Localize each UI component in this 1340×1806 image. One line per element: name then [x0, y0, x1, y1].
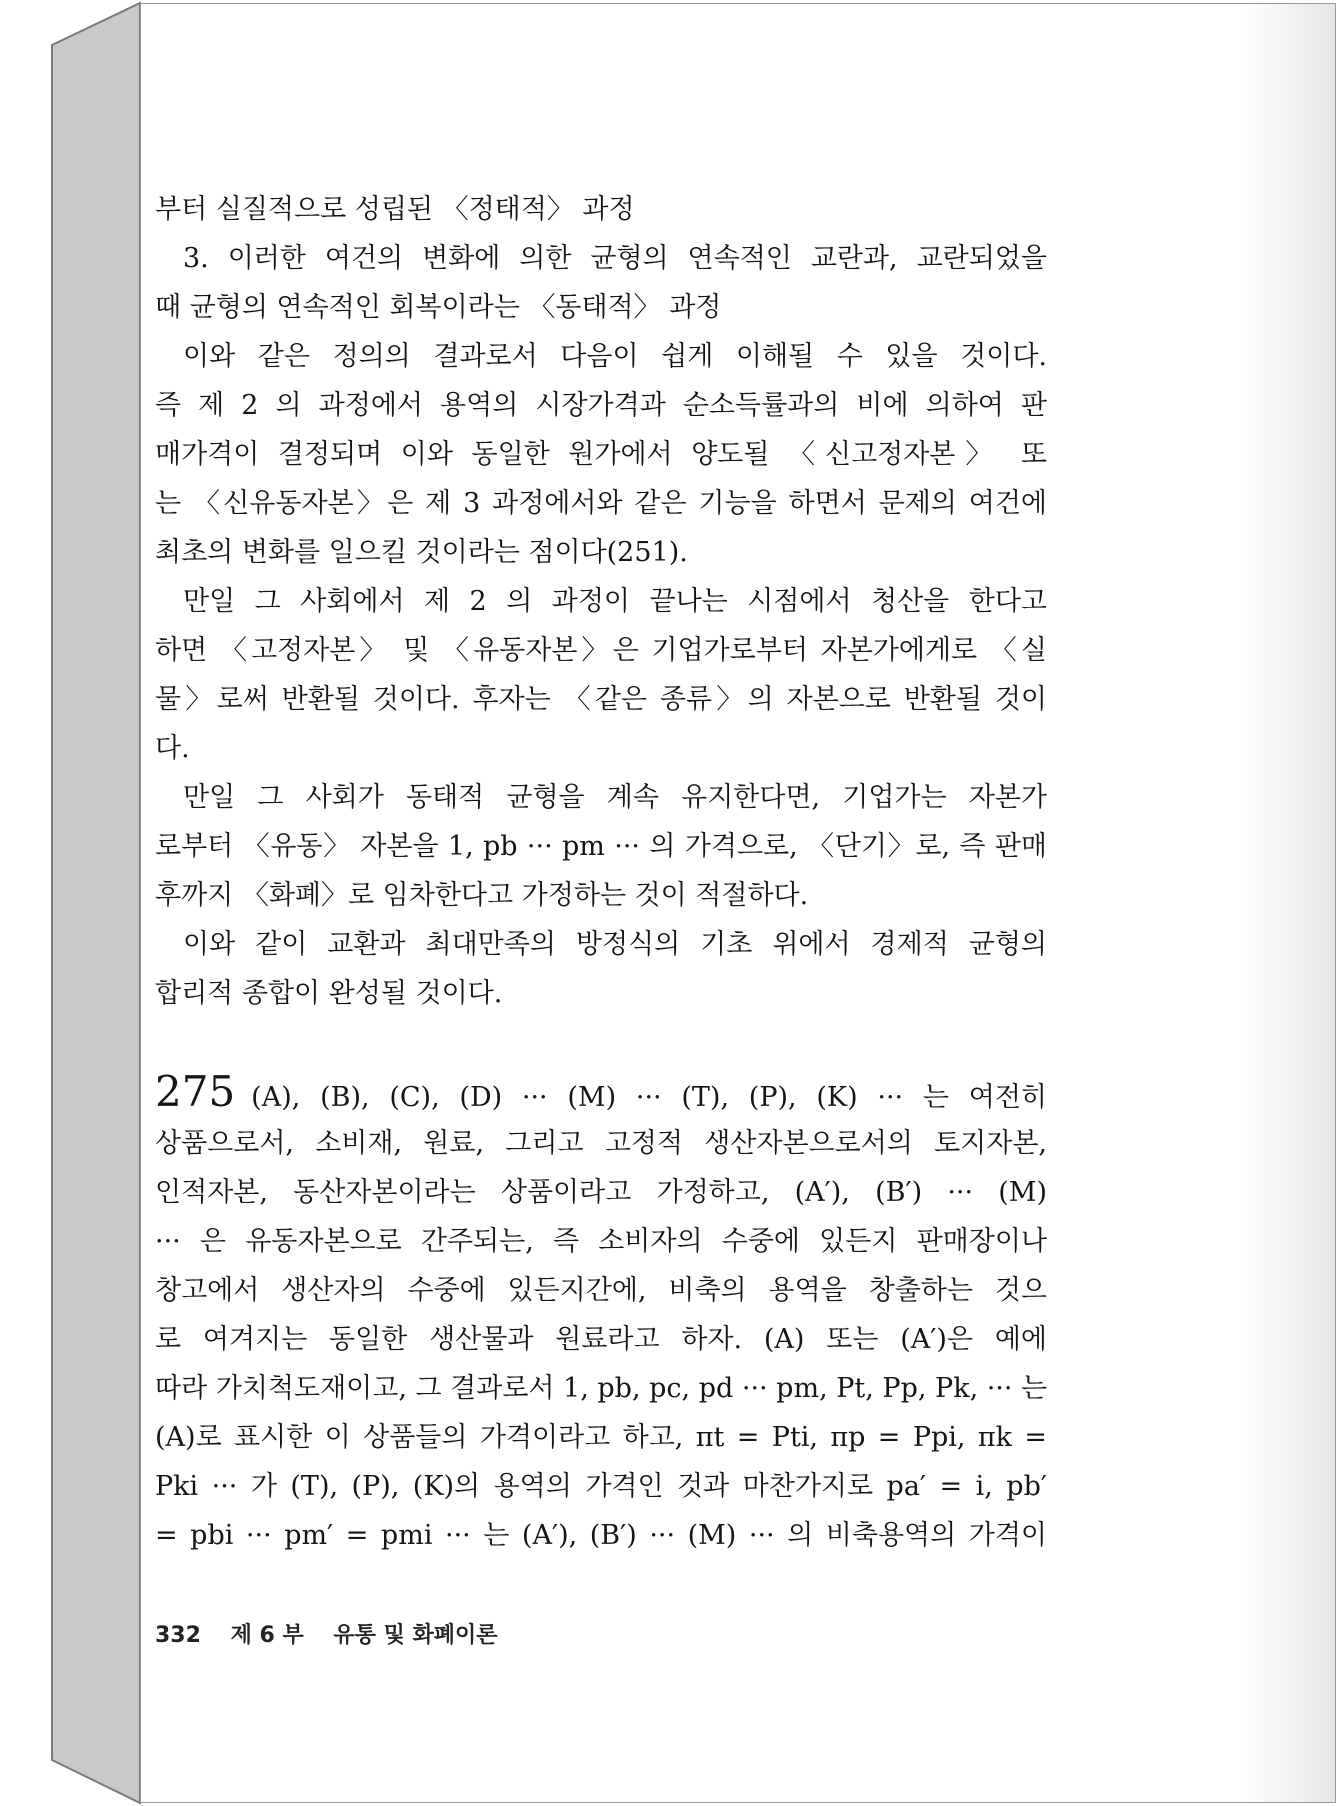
text-line: 이와 같이 교환과 최대만족의 방정식의 기초 위에서 경제적 균형의 — [183, 929, 1047, 960]
section-first-line — [155, 1067, 1047, 1116]
text-line: 합리적 종합이 완성될 것이다. — [155, 978, 503, 1009]
text-line: 만일 그 사회가 동태적 균형을 계속 유지한다면, 기업가는 자본가 — [183, 782, 1047, 813]
page-footer — [155, 1618, 520, 1649]
footer-part-label: 제 6 부 — [230, 1623, 304, 1648]
text-line: 로부터 〈유동〉 자본을 1, pb ··· pm ··· 의 가격으로, 〈단기〉로, 즉 판매 — [155, 831, 1047, 862]
text-line: 만일 그 사회에서 제 2 의 과정이 끝나는 시점에서 청산을 한다고 — [183, 586, 1047, 617]
text-line: 때 균형의 연속적인 회복이라는 〈동태적〉 과정 — [155, 292, 722, 323]
text-line: 최초의 변화를 일으킬 것이라는 점이다(251). — [155, 537, 688, 568]
page-number: 332 — [155, 1623, 201, 1648]
text-line: 는 〈신유동자본〉은 제 3 과정에서와 같은 기능을 하면서 문제의 여건에 — [155, 488, 1047, 519]
text-line: 매가격이 결정되며 이와 동일한 원가에서 양도될 〈신고정자본〉 또 — [155, 439, 1047, 470]
text-line: 후까지 〈화폐〉로 임차한다고 가정하는 것이 적절하다. — [155, 880, 809, 911]
text-line: 따라 가치척도재이고, 그 결과로서 1, pb, pc, pd ··· pm, Pt, Pp, Pk, ··· 는 — [155, 1373, 1048, 1404]
section-number: 275 — [155, 1067, 236, 1116]
text-line: 하면 〈고정자본〉 및 〈유동자본〉은 기업가로부터 자본가에게로 〈실 — [155, 635, 1047, 666]
text-line: 로 여겨지는 동일한 생산물과 원료라고 하자. (A) 또는 (A′)은 예에 — [155, 1324, 1047, 1355]
text-line: 다. — [155, 733, 190, 764]
text-line: (A), (B), (C), (D) ··· (M) ··· (T), (P), (K) ··· 는 여전히 — [251, 1082, 1047, 1113]
text-line: 상품으로서, 소비재, 원료, 그리고 고정적 생산자본으로서의 토지자본, — [155, 1128, 1047, 1159]
text-line: 물〉로써 반환될 것이다. 후자는 〈같은 종류〉의 자본으로 반환될 것이 — [155, 684, 1047, 715]
text-line: ··· 은 유동자본으로 간주되는, 즉 소비자의 수중에 있든지 판매장이나 — [155, 1226, 1047, 1257]
text-line: 창고에서 생산자의 수중에 있든지간에, 비축의 용역을 창출하는 것으 — [155, 1275, 1047, 1306]
text-line: (A)로 표시한 이 상품들의 가격이라고 하고, πt = Pti, πp = Ppi, πk = — [155, 1422, 1047, 1453]
text-line: 이와 같은 정의의 결과로서 다음이 쉽게 이해될 수 있을 것이다. — [183, 341, 1047, 372]
footer-title: 유통 및 화폐이론 — [333, 1623, 498, 1648]
text-line: Pki ··· 가 (T), (P), (K)의 용역의 가격인 것과 마찬가지로 pa′ = i, pb′ — [155, 1471, 1047, 1502]
text-line: 3. 이러한 여건의 변화에 의한 균형의 연속적인 교란과, 교란되었을 — [183, 243, 1047, 274]
text-line: 즉 제 2 의 과정에서 용역의 시장가격과 순소득률과의 비에 의하여 판 — [155, 390, 1047, 421]
text-line: = pbi ··· pm′ = pmi ··· 는 (A′), (B′) ··· (M) ··· 의 비축용역의 가격이 — [155, 1520, 1047, 1551]
text-line: 인적자본, 동산자본이라는 상품이라고 가정하고, (A′), (B′) ··· (M) — [155, 1177, 1047, 1208]
text-line: 부터 실질적으로 성립된 〈정태적〉 과정 — [155, 194, 635, 225]
